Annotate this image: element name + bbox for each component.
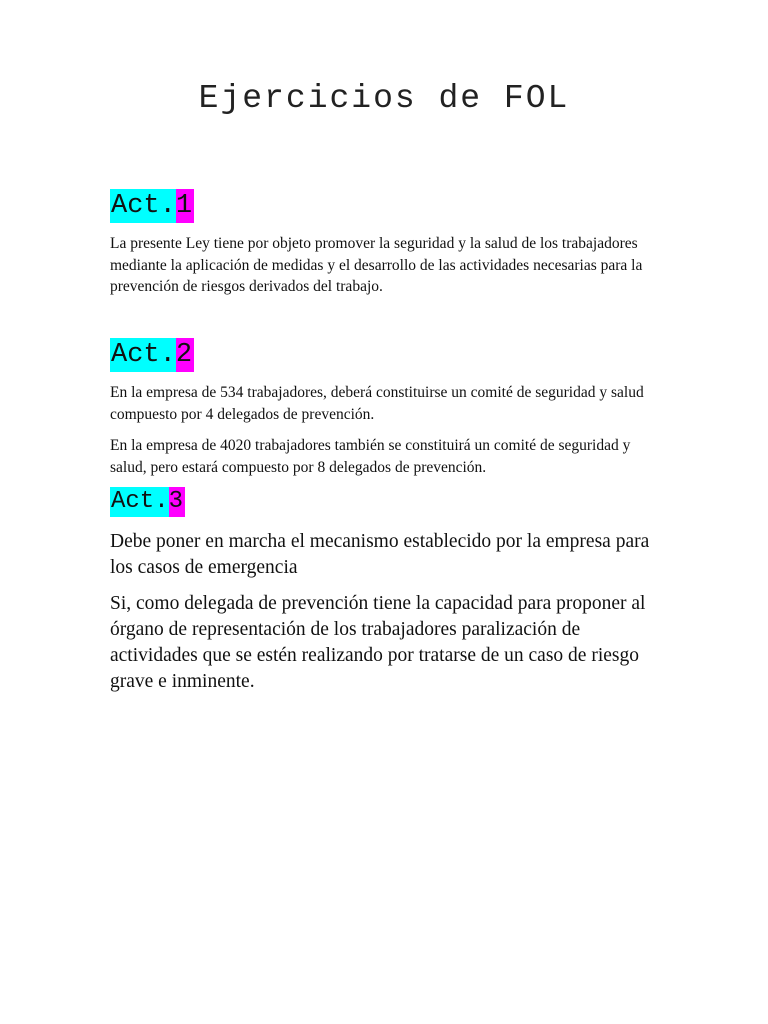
activity-2-heading (110, 338, 194, 372)
activity-1-section (110, 189, 670, 298)
activity-2-number: 2 (175, 340, 193, 370)
activity-3-heading (110, 487, 185, 517)
activity-1-heading (110, 189, 194, 223)
activity-2-paragraph-1: En la empresa de 534 trabajadores, deberá constituirse un comité de seguridad y salud compuesto por 4 delegados de prevención. (110, 384, 644, 423)
page-title: Ejercicios de FOL (198, 80, 570, 117)
activity-1-paragraph-1: La presente Ley tiene por objeto promover la seguridad y la salud de los trabajadores mediante la aplicación de medidas y el desarrollo de las actividades necesarias para la prevención de riesgos derivados del trabajo. (110, 235, 643, 295)
activity-2-paragraph-2: En la empresa de 4020 trabajadores también se constituirá un comité de seguridad y salud, pero estará compuesto por 8 delegados de prevención. (110, 437, 631, 476)
activity-3-paragraph-1: Debe poner en marcha el mecanismo establecido por la empresa para los casos de emergencia (110, 531, 650, 578)
activity-3-label: Act. (111, 488, 169, 515)
activity-2-label: Act. (111, 340, 176, 370)
activity-3-number: 3 (168, 488, 184, 515)
activity-1-number: 1 (175, 191, 193, 221)
activity-2-section (110, 338, 670, 478)
activity-3-paragraph-2: Si, como delegada de prevención tiene la capacidad para proponer al órgano de representación de los trabajadores paralización de actividades que se estén realizando por tratarse de un caso de riesgo grave e inminente. (110, 593, 646, 692)
activity-1-label: Act. (111, 191, 176, 221)
activity-3-section (110, 487, 670, 695)
